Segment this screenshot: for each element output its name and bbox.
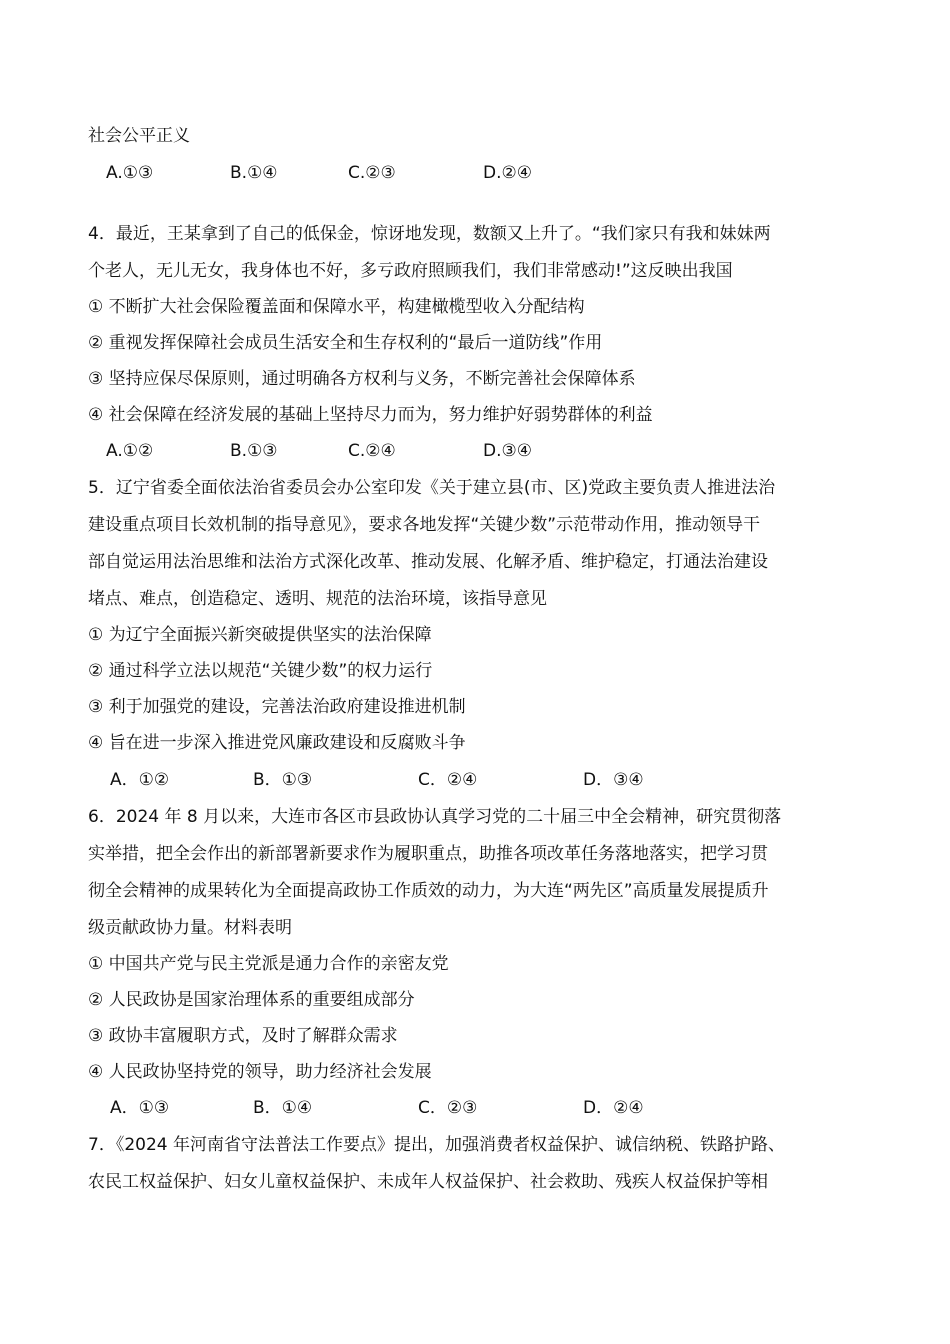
option-c: C．②④ <box>418 770 478 790</box>
option-a: A.①② <box>106 441 154 461</box>
statement-item: ③ 利于加强党的建设，完善法治政府建设推进机制 <box>88 697 466 717</box>
question-stem: 级贡献政协力量。材料表明 <box>88 918 292 938</box>
statement-item: ① 不断扩大社会保险覆盖面和保障水平，构建橄榄型收入分配结构 <box>88 297 585 317</box>
statement-item: ② 重视发挥保障社会成员生活安全和生存权利的“最后一道防线”作用 <box>88 333 603 353</box>
option-b: B.①④ <box>230 163 278 183</box>
statement-item: ① 为辽宁全面振兴新突破提供坚实的法治保障 <box>88 625 432 645</box>
option-b: B.①③ <box>230 441 278 461</box>
statement-item: ③ 坚持应保尽保原则，通过明确各方权利与义务，不断完善社会保障体系 <box>88 369 636 389</box>
statement-item: ④ 人民政协坚持党的领导，助力经济社会发展 <box>88 1062 432 1082</box>
question-stem: 农民工权益保护、妇女儿童权益保护、未成年人权益保护、社会救助、残疾人权益保护等相 <box>88 1172 768 1192</box>
question-stem: 彻全会精神的成果转化为全面提高政协工作质效的动力，为大连“两先区”高质量发展提质升 <box>88 881 769 901</box>
question-stem: 部自觉运用法治思维和法治方式深化改革、推动发展、化解矛盾、维护稳定，打通法治建设 <box>88 552 768 572</box>
statement-item: ② 人民政协是国家治理体系的重要组成部分 <box>88 990 415 1010</box>
option-d: D.③④ <box>483 441 532 461</box>
statement-item: ① 中国共产党与民主党派是通力合作的亲密友党 <box>88 954 449 974</box>
question-stem: 6．2024 年 8 月以来，大连市各区市县政协认真学习党的二十届三中全会精神，研究贯彻落 <box>88 807 782 827</box>
option-c: C.②③ <box>348 163 396 183</box>
statement-item: ② 通过科学立法以规范“关键少数”的权力运行 <box>88 661 433 681</box>
continuation-text: 社会公平正义 <box>88 126 190 146</box>
option-a: A．①② <box>110 770 170 790</box>
option-d: D．②④ <box>583 1098 644 1118</box>
question-stem: 4．最近，王某拿到了自己的低保金，惊讶地发现，数额又上升了。“我们家只有我和妹妹两 <box>88 224 771 244</box>
option-d: D．③④ <box>583 770 644 790</box>
option-b: B．①④ <box>253 1098 313 1118</box>
option-c: C.②④ <box>348 441 396 461</box>
statement-item: ④ 社会保障在经济发展的基础上坚持尽力而为，努力维护好弱势群体的利益 <box>88 405 653 425</box>
question-stem: 实举措，把全会作出的新部署新要求作为履职重点，助推各项改革任务落地落实，把学习贯 <box>88 844 768 864</box>
question-stem: 建设重点项目长效机制的指导意见》，要求各地发挥“关键少数”示范带动作用，推动领导干 <box>88 515 761 535</box>
question-stem: 个老人，无儿无女，我身体也不好，多亏政府照顾我们，我们非常感动!”这反映出我国 <box>88 261 733 281</box>
statement-item: ③ 政协丰富履职方式，及时了解群众需求 <box>88 1026 398 1046</box>
statement-item: ④ 旨在进一步深入推进党风廉政建设和反腐败斗争 <box>88 733 466 753</box>
option-c: C．②③ <box>418 1098 478 1118</box>
question-stem: 5．辽宁省委全面依法治省委员会办公室印发《关于建立县(市、区)党政主要负责人推进法治 <box>88 478 776 498</box>
option-a: A．①③ <box>110 1098 170 1118</box>
question-stem: 7．《2024 年河南省守法普法工作要点》提出，加强消费者权益保护、诚信纳税、铁路护路、 <box>88 1135 785 1155</box>
option-a: A.①③ <box>106 163 154 183</box>
option-b: B．①③ <box>253 770 313 790</box>
question-stem: 堵点、难点，创造稳定、透明、规范的法治环境，该指导意见 <box>88 589 547 609</box>
option-d: D.②④ <box>483 163 532 183</box>
